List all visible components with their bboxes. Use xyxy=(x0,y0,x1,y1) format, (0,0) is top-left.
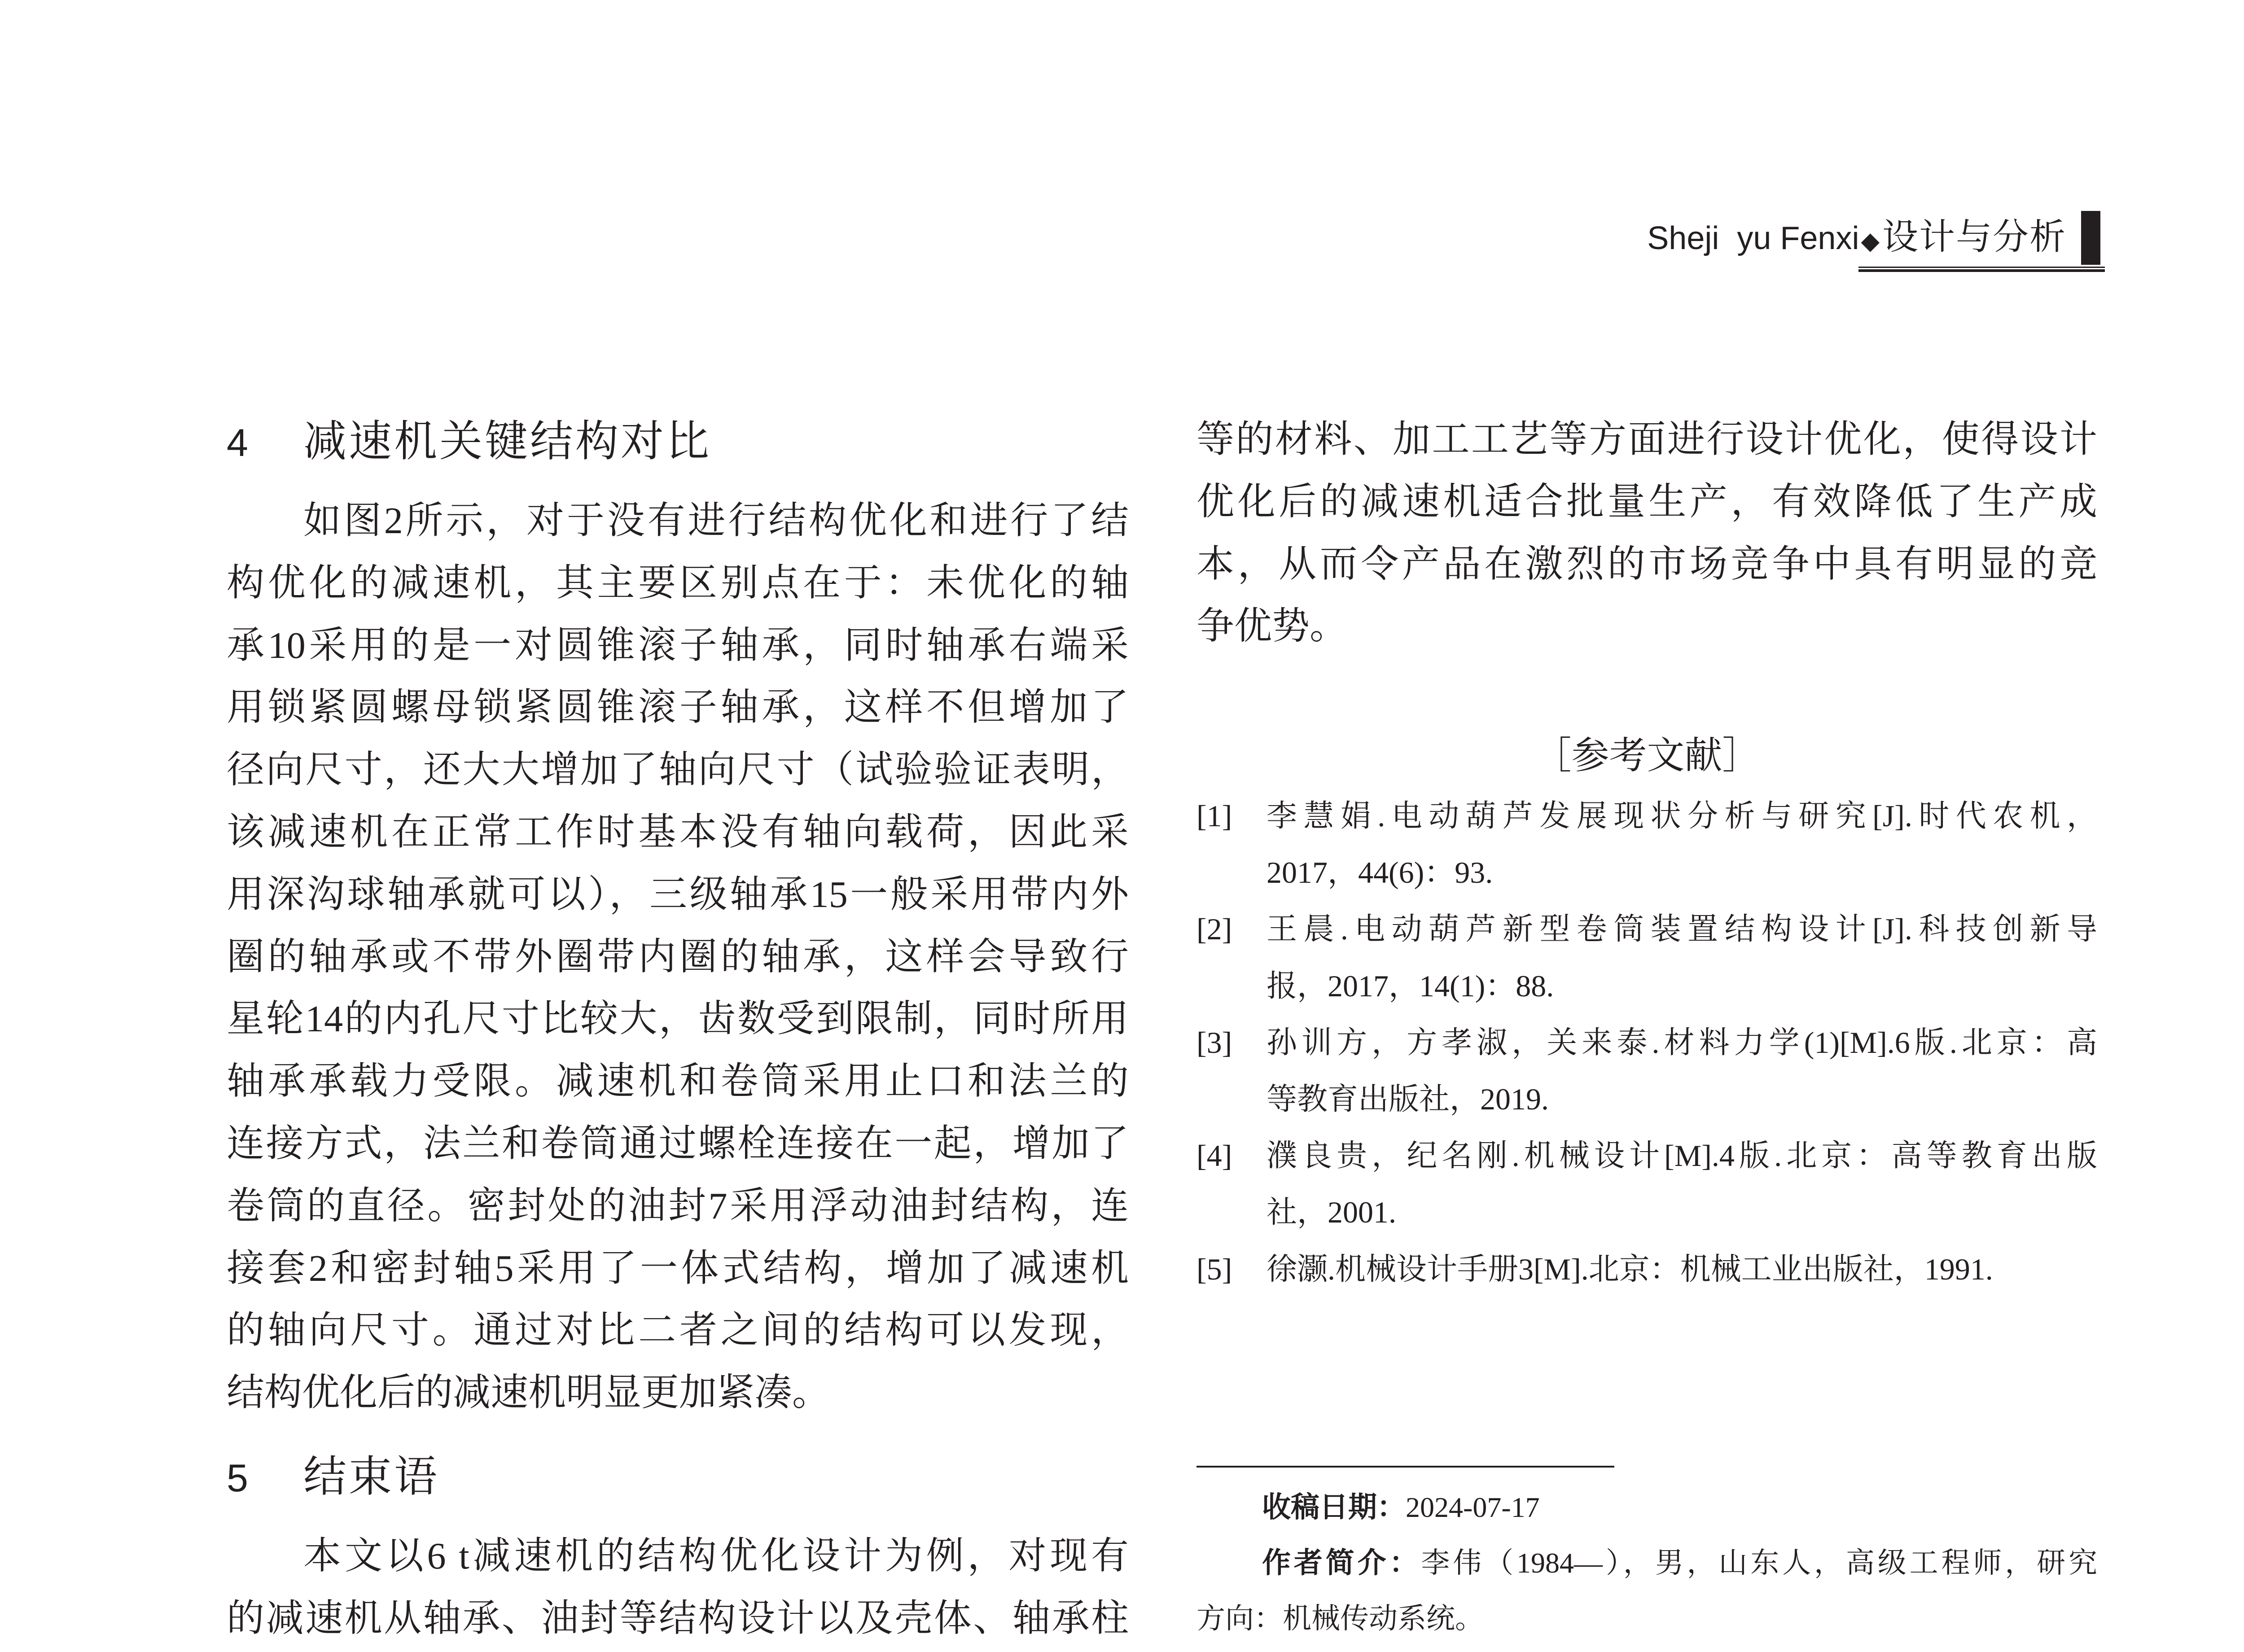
reference-item-4 xyxy=(1197,1127,2097,1184)
reference-label: [3] xyxy=(1197,1025,1232,1060)
reference-text: 徐灏.机械设计手册3[M].北京：机械工业出版社，1991. xyxy=(1267,1252,1993,1286)
reference-item-1 xyxy=(1197,788,2097,844)
running-header xyxy=(1647,215,2066,259)
author-bio-line xyxy=(1197,1535,2097,1591)
body-line: 星轮14的内孔尺寸比较大，齿数受到限制，同时所用 xyxy=(227,998,1129,1040)
body-line: 如图2所示，对于没有进行结构优化和进行了结 xyxy=(303,500,1129,542)
body-line: 卷筒的直径。密封处的油封7采用浮动油封结构，连 xyxy=(227,1185,1129,1227)
received-label: 收稿日期： xyxy=(1262,1491,1406,1524)
body-line: 的轴向尺寸。通过对比二者之间的结构可以发现， xyxy=(227,1310,1129,1352)
reference-label: [1] xyxy=(1197,799,1232,833)
section-number: 4 xyxy=(227,421,248,464)
running-header-pinyin: Sheji yu Fenxi xyxy=(1647,220,1859,256)
body-line: 构优化的减速机，其主要区别点在于：未优化的轴 xyxy=(227,562,1129,604)
body-line: 连接方式，法兰和卷筒通过螺栓连接在一起，增加了 xyxy=(227,1122,1129,1165)
body-line: 轴承承载力受限。减速机和卷筒采用止口和法兰的 xyxy=(227,1060,1129,1103)
header-marker-bar xyxy=(2081,211,2100,265)
body-line: 承10采用的是一对圆锥滚子轴承，同时轴承右端采 xyxy=(227,624,1129,666)
section-title: 结束语 xyxy=(303,1451,439,1502)
section-4-heading xyxy=(227,414,711,468)
body-line: 结构优化后的减速机明显更加紧凑。 xyxy=(227,1372,830,1414)
author-bio-continuation: 方向：机械传动系统。 xyxy=(1197,1603,1484,1634)
reference-item-2-continuation: 报，2017，14(1)：88. xyxy=(1267,968,1554,1003)
reference-label: [5] xyxy=(1197,1252,1232,1286)
body-line: 用深沟球轴承就可以），三级轴承15一般采用带内外 xyxy=(227,873,1129,916)
footnote-separator xyxy=(1197,1466,1614,1468)
author-bio-text: 李伟（1984—），男，山东人，高级工程师，研究 xyxy=(1421,1547,2097,1579)
reference-text: 孙训方，方孝淑，关来泰.材料力学(1)[M].6版.北京：高 xyxy=(1267,1025,2097,1060)
body-line: 接套2和密封轴5采用了一体式结构，增加了减速机 xyxy=(227,1247,1129,1289)
body-line: 本，从而令产品在激烈的市场竞争中具有明显的竞 xyxy=(1197,543,2097,585)
received-date-line xyxy=(1197,1480,2097,1535)
header-diamond-icon: ◆ xyxy=(1861,227,1880,255)
reference-item-1-continuation: 2017，44(6)：93. xyxy=(1267,855,1493,890)
reference-item-3 xyxy=(1197,1014,2097,1071)
references-title: ［参考文献］ xyxy=(1534,733,1760,777)
header-rule-thick xyxy=(1858,269,2105,272)
running-header-column-name: 设计与分析 xyxy=(1882,216,2066,258)
section-number: 5 xyxy=(227,1457,248,1500)
reference-item-4-continuation: 社，2001. xyxy=(1267,1195,1397,1230)
reference-text: 王晨.电动葫芦新型卷筒装置结构设计[J].科技创新导 xyxy=(1267,912,2097,947)
author-label: 作者简介： xyxy=(1262,1547,1421,1580)
reference-label: [4] xyxy=(1197,1139,1232,1173)
body-line: 用锁紧圆螺母锁紧圆锥滚子轴承，这样不但增加了 xyxy=(227,687,1129,729)
reference-label: [2] xyxy=(1197,912,1232,947)
received-date: 2024-07-17 xyxy=(1406,1491,1540,1523)
right-column-continuation xyxy=(1197,409,2097,658)
section-5-body xyxy=(227,1525,1129,1650)
body-line: 的减速机从轴承、油封等结构设计以及壳体、轴承柱 xyxy=(227,1597,1129,1639)
reference-item-2 xyxy=(1197,901,2097,957)
body-line: 本文以6 t减速机的结构优化设计为例，对现有 xyxy=(303,1535,1129,1577)
reference-item-3-continuation: 等教育出版社，2019. xyxy=(1267,1082,1549,1116)
reference-item-5 xyxy=(1197,1241,2097,1297)
body-line: 优化后的减速机适合批量生产，有效降低了生产成 xyxy=(1197,481,2097,523)
section-5-heading xyxy=(227,1450,439,1503)
reference-text: 濮良贵，纪名刚.机械设计[M].4版.北京：高等教育出版 xyxy=(1267,1139,2097,1173)
body-line: 径向尺寸，还大大增加了轴向尺寸（试验验证表明， xyxy=(227,749,1129,791)
section-4-body xyxy=(227,490,1129,1424)
body-line: 等的材料、加工工艺等方面进行设计优化，使得设计 xyxy=(1197,419,2097,460)
body-line: 该减速机在正常工作时基本没有轴向载荷，因此采 xyxy=(227,811,1129,853)
body-line: 争优势。 xyxy=(1197,605,1348,648)
reference-text: 李慧娟.电动葫芦发展现状分析与研究[J].时代农机， xyxy=(1267,799,2097,833)
references-list xyxy=(1197,788,2097,1297)
section-title: 减速机关键结构对比 xyxy=(303,416,711,466)
footnote xyxy=(1197,1480,2097,1647)
header-rule-thin xyxy=(1858,267,2105,268)
body-line: 圈的轴承或不带外圈带内圈的轴承，这样会导致行 xyxy=(227,936,1129,978)
